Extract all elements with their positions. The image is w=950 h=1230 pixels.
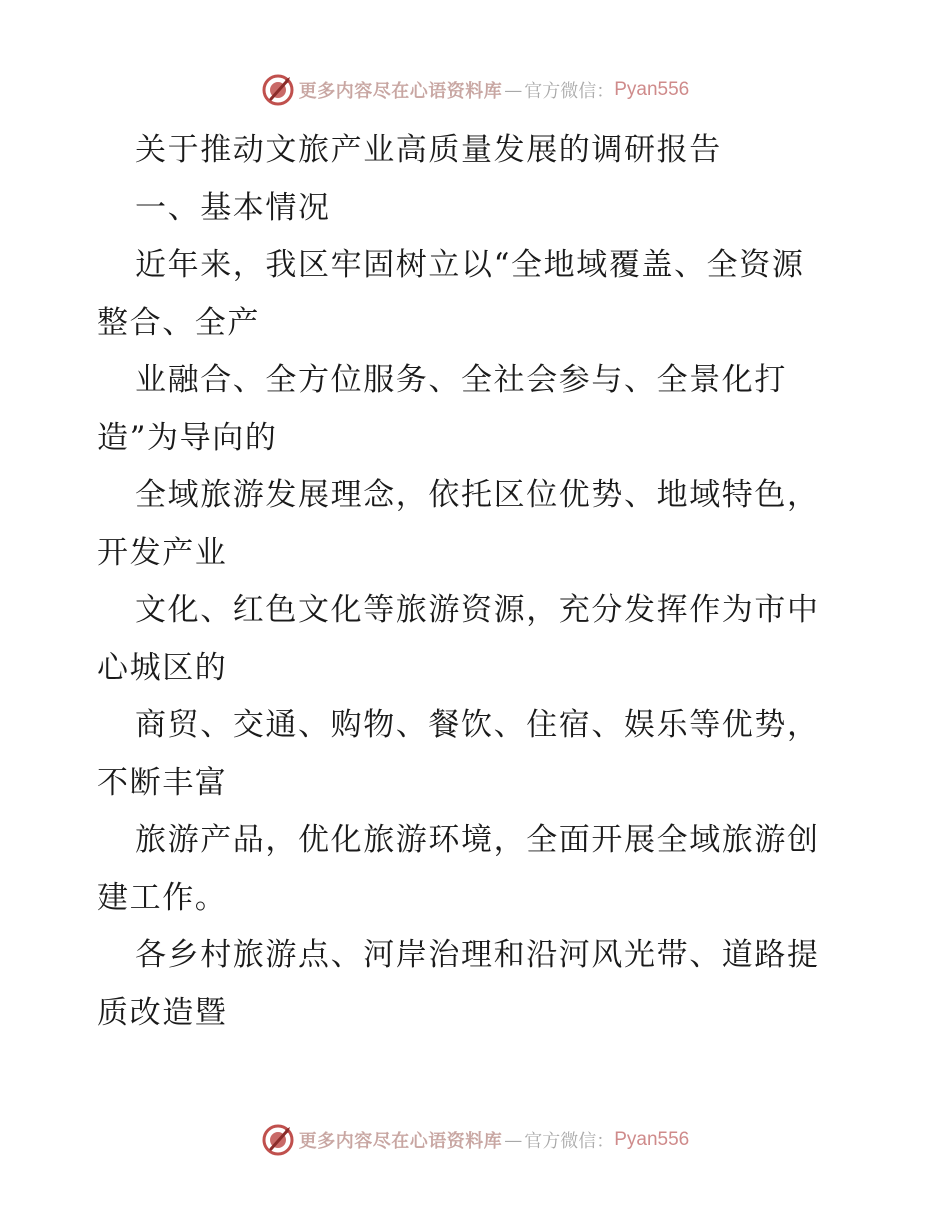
paragraph-line: 文化、红色文化等旅游资源，充分发挥作为市中 bbox=[135, 592, 820, 628]
watermark-brand-text: 更多内容尽在心语资料库 bbox=[298, 1131, 503, 1152]
paragraph-line: 开发产业 bbox=[97, 534, 228, 571]
watermark-separator: — bbox=[504, 1129, 523, 1151]
paragraph-line: 建工作。 bbox=[97, 879, 228, 916]
paragraph-line: 业融合、全方位服务、全社会参与、全景化打 bbox=[135, 362, 787, 398]
paragraph-line: 各乡村旅游点、河岸治理和沿河风光带、道路提 bbox=[135, 937, 820, 973]
section-heading: 一、基本情况 bbox=[135, 189, 331, 226]
paragraph-line: 商贸、交通、购物、餐饮、住宿、娱乐等优势， bbox=[135, 707, 820, 743]
watermark-wechat-label: 官方微信： bbox=[524, 1131, 615, 1152]
brand-logo-icon bbox=[261, 1123, 295, 1157]
paragraph-line: 造”为导向的 bbox=[97, 419, 278, 456]
paragraph-line: 心城区的 bbox=[97, 649, 228, 686]
paragraph-line: 不断丰富 bbox=[97, 764, 228, 801]
paragraph-line: 旅游产品，优化旅游环境，全面开展全域旅游创 bbox=[135, 822, 820, 858]
document-title: 关于推动文旅产业高质量发展的调研报告 bbox=[135, 132, 722, 168]
paragraph-line: 近年来，我区牢固树立以“全地域覆盖、全资源 bbox=[135, 247, 805, 283]
watermark-wechat-id: Pyan556 bbox=[614, 79, 690, 100]
paragraph-line: 质改造暨 bbox=[97, 994, 228, 1031]
footer-watermark bbox=[0, 1120, 950, 1160]
watermark-separator: — bbox=[504, 79, 523, 101]
paragraph-line: 全域旅游发展理念，依托区位优势、地域特色， bbox=[135, 477, 820, 513]
watermark-wechat-id: Pyan556 bbox=[614, 1129, 690, 1150]
watermark-wechat-label: 官方微信： bbox=[524, 81, 615, 102]
paragraph-line: 整合、全产 bbox=[97, 304, 260, 341]
watermark-brand-text: 更多内容尽在心语资料库 bbox=[298, 81, 503, 102]
brand-logo-icon bbox=[261, 73, 295, 107]
document-body bbox=[97, 122, 857, 1042]
header-watermark bbox=[0, 70, 950, 110]
